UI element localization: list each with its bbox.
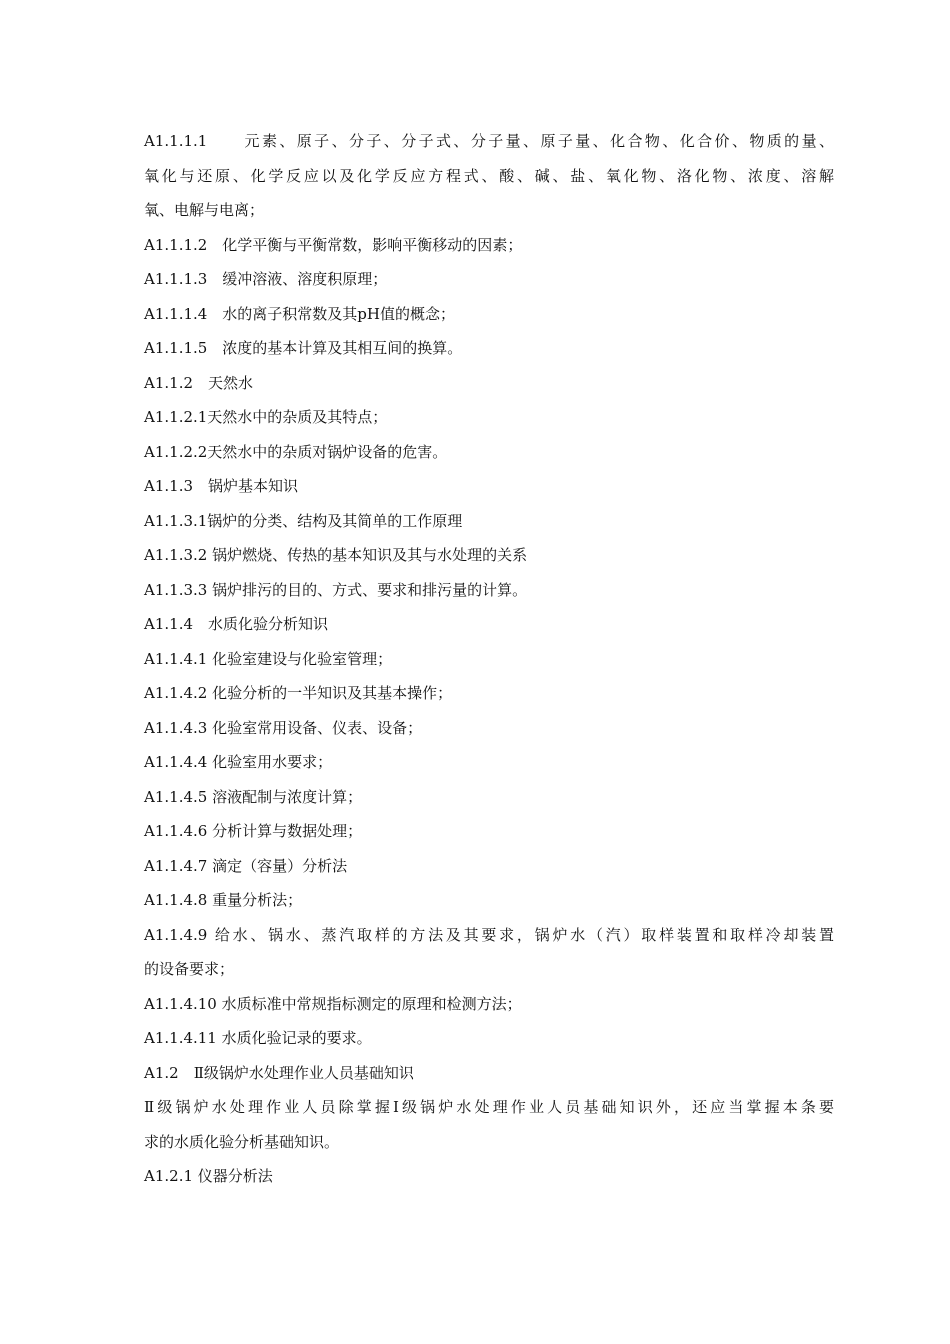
text-line-4: A1.1.1.2 化学平衡与平衡常数，影响平衡移动的因素； xyxy=(144,235,523,254)
section-heading-a1-1-2: A1.1.2 天然水 xyxy=(144,373,253,392)
text-line-13: A1.1.3.2 锅炉燃烧、传热的基本知识及其与水处理的关系 xyxy=(144,546,528,564)
text-line-20: A1.1.4.5 溶液配制与浓度计算； xyxy=(144,787,363,806)
text-line-24: A1.1.4.9 给水、锅水、蒸汽取样的方法及其要求，锅炉水（汽）取样装置和取样冷却装置 xyxy=(144,925,834,944)
text-line-10: A1.1.2.2天然水中的杂质对锅炉设备的危害。 xyxy=(144,442,448,461)
text-line-2: 氧化与还原、化学反应以及化学反应方程式、酸、碱、盐、氧化物、洛化物、浓度、溶解 xyxy=(144,166,834,185)
text-line-5: A1.1.1.3 缓冲溶液、溶度积原理； xyxy=(144,270,388,288)
text-line-22: A1.1.4.7 滴定（容量）分析法 xyxy=(144,856,348,875)
text-line-18: A1.1.4.3 化验室常用设备、仪表、设备； xyxy=(144,718,423,737)
text-line-17: A1.1.4.2 化验分析的一半知识及其基本操作； xyxy=(144,684,453,702)
text-line-29: Ⅱ级锅炉水处理作业人员除掌握Ⅰ级锅炉水处理作业人员基础知识外，还应当掌握本条要 xyxy=(144,1098,834,1116)
text-line-1: A1.1.1.1 元素、原子、分子、分子式、分子量、原子量、化合物、化合价、物质的量、 xyxy=(144,132,834,150)
text-line-30: 求的水质化验分析基础知识。 xyxy=(144,1132,340,1151)
text-line-27: A1.1.4.11 水质化验记录的要求。 xyxy=(144,1029,372,1047)
section-heading-a1-2-1: A1.2.1 仪器分析法 xyxy=(144,1167,273,1185)
text-line-12: A1.1.3.1锅炉的分类、结构及其简单的工作原理 xyxy=(144,511,463,530)
text-line-6: A1.1.1.4 水的离子积常数及其pH值的概念； xyxy=(144,304,455,323)
text-line-26: A1.1.4.10 水质标准中常规指标测定的原理和检测方法； xyxy=(144,994,522,1013)
text-line-23: A1.1.4.8 重量分析法； xyxy=(144,891,303,909)
section-heading-a1-2: A1.2 Ⅱ级锅炉水处理作业人员基础知识 xyxy=(144,1063,414,1082)
section-heading-a1-1-4: A1.1.4 水质化验分析知识 xyxy=(144,615,328,633)
text-line-25: 的设备要求； xyxy=(144,960,235,978)
text-line-9: A1.1.2.1天然水中的杂质及其特点； xyxy=(144,408,388,426)
section-heading-a1-1-3: A1.1.3 锅炉基本知识 xyxy=(144,477,298,495)
text-line-21: A1.1.4.6 分析计算与数据处理； xyxy=(144,822,363,840)
text-line-7: A1.1.1.5 浓度的基本计算及其相互间的换算。 xyxy=(144,339,463,357)
text-line-14: A1.1.3.3 锅炉排污的目的、方式、要求和排污量的计算。 xyxy=(144,580,528,599)
text-line-16: A1.1.4.1 化验室建设与化验室管理； xyxy=(144,649,393,668)
document-body xyxy=(144,124,834,1194)
text-line-3: 氧、电解与电离； xyxy=(144,201,265,219)
text-line-19: A1.1.4.4 化验室用水要求； xyxy=(144,753,333,771)
